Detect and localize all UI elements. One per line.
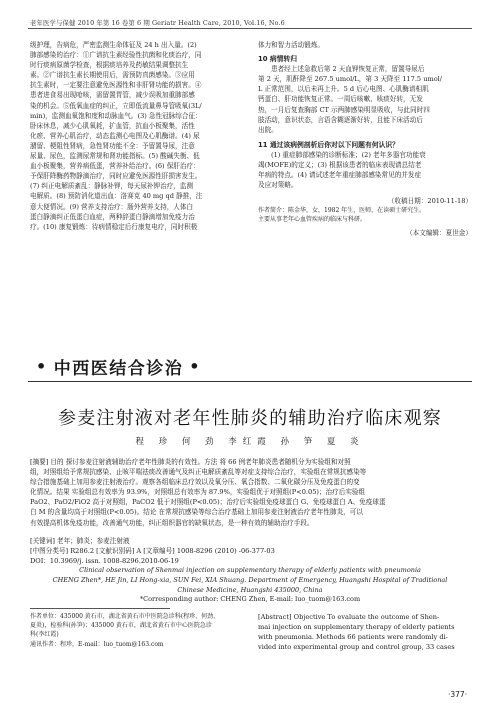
- english-title: Clinical observation of Shenmai injection on supplementary therapy of elderly patients with pneumonia: [79, 566, 421, 574]
- journal-header: 老年医学与保健 2010 年第 16 卷第 6 期 Geriatr Health Care, 2010, Vol.16, No.6: [30, 19, 285, 27]
- abstract-line: 化情况。结果 实验组总有效率为 93.9%，对照组总有效率为 87.9%，实验组优于对照组(P<0.05)；治疗后实验组: [30, 488, 366, 497]
- article-title: 参麦注射液对老年性肺炎的辅助治疗临床观察: [58, 408, 442, 429]
- bullet-icon: •: [36, 357, 48, 376]
- author-bio: 主要从事老年心血管疾病的临床与科研。: [258, 216, 367, 224]
- abstract-line: 组，对照组给予常规抗感染、止咳平喘祛痰改善通气及纠正电解质紊乱等对症支持综合治疗，实验组在常规抗感染等: [30, 468, 367, 477]
- right-column: [258, 40, 472, 239]
- received-date: （收稿日期：2010-11-18）: [387, 197, 472, 206]
- classification: [中图分类号] R286.2 [文献识别码] A [文章编号] 1008-8296 (2010) -06-377-03: [30, 547, 275, 555]
- left-column: [30, 40, 245, 232]
- right-line: 患者经上述急救后第 2 天血钾恢复正常，留置导尿后: [271, 65, 425, 74]
- footnote-line: 夏炎)，检验科(孙笋)；435000 黄石市，湖北省黄石市中心医院急诊: [30, 622, 212, 630]
- right-line: 第 2 天，肌酐降至 267.5 umol/L，第 3 天降至 117.5 umol/: [258, 75, 443, 84]
- footnote-line: 作者单位：435000 黄石市，湖北省黄石市中医院急诊科(程珍、何劲、: [30, 613, 220, 620]
- left-line: 时行痰病原菌学检查，根据痰培养及药敏结果调整抗生: [30, 61, 189, 70]
- abstract-line: PaO2、PaO2/FiO2 高于对照组，PaCO2 低于对照组(P<0.05)；治疗后实验组免疫球蛋白 G、免疫球蛋白 A、免疫球蛋: [30, 498, 386, 507]
- left-line: 血小板聚集，营养病低蛋，营养补给治疗。(6) 保肝治疗：: [30, 162, 200, 171]
- left-line: 染的机会。⑤低氧血症的纠正，立即低流量鼻导管吸氧(3L/: [30, 101, 202, 110]
- abstract-line: 白 M 的含量均高于对照组(P<0.05)。结论 在常规抗感染等综合治疗基础上加用参麦注射液治疗老年性肺炎，可以: [30, 508, 363, 517]
- right-line: 出院。: [258, 125, 278, 134]
- author-bio: 作者简介：陈金华，女，1982 年生，医师，在读硕士研究生。: [258, 207, 426, 215]
- left-line: 卧床休息，减少心肌氧耗，扩血管，抗血小板聚集，活性: [30, 121, 195, 130]
- page-number: ·377·: [448, 690, 468, 699]
- abstract-english: [258, 612, 472, 652]
- left-line: 意大便情况。(9) 营养支持治疗：肠外营养支持，人体白: [30, 202, 194, 211]
- abstract-line: [摘要] 目的 探讨参麦注射液辅助治疗老年性肺炎的有效性。方法 将 66 例老年肺炎患者随机分为实验组和对照: [30, 458, 351, 466]
- left-line: 肺部感染的治疗：①广谱抗生素经验性抗菌和化痰治疗，同: [30, 51, 202, 60]
- left-line: 尿量、尿色，监测尿常规和肾功能指标。(5) 酸碱失衡、低: [30, 152, 200, 161]
- editor-note: （本文编辑：夏世金）: [406, 229, 472, 238]
- left-line: 予保肝降酶药物静滴治疗，同时应避免医源性肝损害发生。: [30, 172, 202, 181]
- footnotes: [30, 612, 245, 649]
- abstract-line: 综合措施基础上加用参麦注射液治疗。观察各组临床总疗效以及氧分压、氧合指数、二氧化碳分压及免疫蛋白的变: [30, 478, 360, 487]
- right-line: (1) 重症肺部感染的诊断标准；(2) 老年多器官功能衰: [271, 150, 426, 159]
- authors: 程 珍 何 劲 李红霞 孙 笋 夏 炎: [135, 437, 365, 447]
- abstract-chinese: [30, 457, 470, 528]
- left-line: 级护理，告病危，严密监测生命体征及 24 h 出入量。(2): [30, 41, 197, 49]
- left-line: 化瘀、营养心肌治疗，动态监测心电图及心肌酶谱。(4) 尿: [30, 131, 200, 140]
- footnote-rule: [30, 608, 170, 609]
- section-title-text: 中西医结合诊治: [53, 359, 184, 379]
- left-line: 素。②广谱抗生素长期使用后，需预防真菌感染。③应用: [30, 71, 195, 80]
- right-line: L 正常范围，以后未再上升。5 d 后心电图、心肌酶谱相肌: [258, 85, 429, 94]
- right-line: 体力和智力活动锻炼。: [258, 41, 324, 49]
- left-line: 潴留、梗阻性肾病，急性肾功能不全：予留置导尿，注意: [30, 141, 195, 150]
- right-line: 热，一月后复查胸部 CT 示两肺感染明显吸收，与此同时四: [258, 105, 430, 114]
- abstract-en-line: vided into experimental group and control group, 33 cases: [258, 643, 455, 651]
- left-line: 患者进食易出现呛咳，需留置胃管，减少误吸加重肺部感: [30, 91, 195, 100]
- abstract-en-line: with pneumonia. Methods 66 patients were randomly di-: [258, 633, 448, 641]
- right-line: 竭(MOFE)的定义；(3) 根据该患者的临床表现请总结老: [258, 161, 422, 170]
- doi: DOI：10.3969/j. issn. 1008-8296.2010-06-19: [30, 557, 179, 565]
- footnote-line: 科(李红霞): [30, 631, 59, 639]
- english-corresponding: *Corresponding author: CHENG Zhen, E-mail: luo_tuom@163.com: [139, 595, 361, 604]
- english-authors: CHENG Zhen*, HE Jin, LI Hong-xia, SUN Fei, XIA Shuang. Department of Emergency, Huangshi Hospital of Traditional Chinese Medicine, Huangshi 435000, China: [52, 575, 448, 594]
- section-title: [30, 354, 207, 379]
- abstract-en-line: [Abstract] Objective To evaluate the outcome of Shen-: [258, 613, 440, 621]
- metadata-block: [30, 536, 470, 566]
- section-heading-11: 11 通过该病例剖析后你对以下问题有何认识？: [258, 140, 399, 149]
- english-title-block: [40, 566, 460, 605]
- right-line: 肢活动，意识状态，言语含糊逐渐好转，且能下床活动后: [258, 115, 423, 124]
- footnote-line: 通讯作者：程珍，E-mail：luo_tuom@163.com: [30, 640, 164, 648]
- left-line: (7) 纠正电解质紊乱：静脉补钾，每天尿补钾治疗，监测: [30, 182, 194, 191]
- left-line: 抗生素时，一定要注意避免医源性和非肝肾功能的损害。④: [30, 81, 202, 90]
- section-rule: [28, 381, 472, 382]
- left-line: 蛋白静滴纠正低蛋白血症，两种辞蛋白静滴增加免疫力治: [30, 212, 195, 221]
- right-line: 及应对策略。: [258, 181, 298, 190]
- left-line: 电解质。(8) 预防消化道出血：洛赛克 40 mg qd 静推，注: [30, 192, 203, 201]
- right-line: 钙蛋白、肝功能恢复正常。一周后咳嗽、咳痰好转，无发: [258, 95, 423, 104]
- abstract-en-line: mai injection on supplementary therapy of elderly patients: [258, 623, 455, 631]
- section-heading-10: 10 病情转归: [258, 55, 298, 64]
- header-rule: [28, 28, 472, 29]
- left-line: 疗。(10) 康复锻炼：待病情稳定后行康复电疗，同时积极: [30, 222, 198, 231]
- bullet-icon: •: [189, 357, 201, 376]
- keywords: [关键词] 老年；肺炎；参麦注射液: [30, 537, 130, 545]
- abstract-line: 有效提高机体免疫功能，改善通气功能，纠正组织器官的缺氧状态，是一种有效的辅助治疗手段。: [30, 518, 314, 527]
- right-line: 年病的特点。(4) 请试述老年重症肺部感染常见的并发症: [258, 171, 422, 180]
- left-line: min)，监测血氧饱和度和动脉血气。(3) 急性冠脉综合征：: [30, 111, 202, 120]
